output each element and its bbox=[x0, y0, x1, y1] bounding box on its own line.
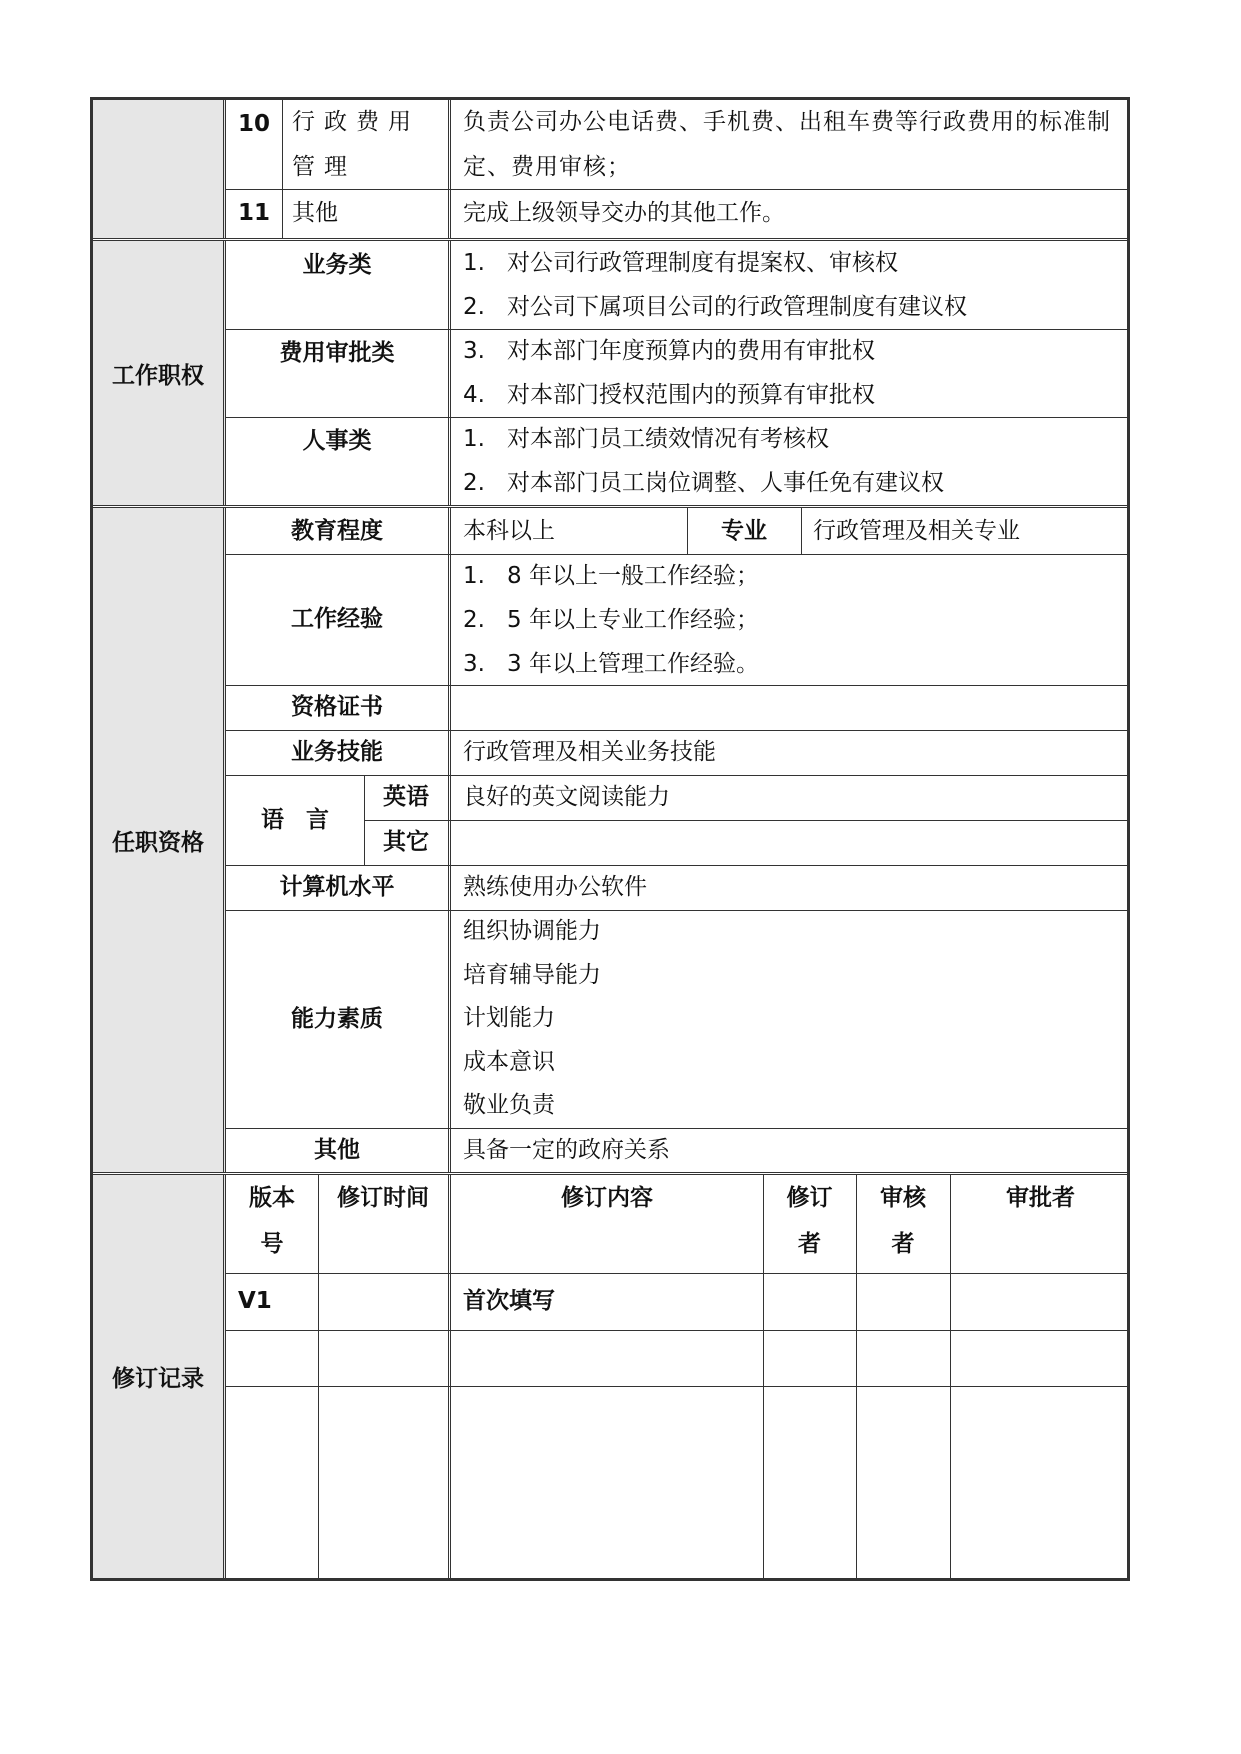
experience-item: 1. 8 年以上一般工作经验； bbox=[463, 563, 759, 589]
other-language-label: 其它 bbox=[383, 829, 429, 855]
authority-label: 工作职权 bbox=[93, 241, 226, 505]
header-version: 版本号 bbox=[249, 1185, 295, 1257]
row-reviser bbox=[763, 1330, 856, 1386]
qualification-section bbox=[93, 508, 1127, 1172]
abilities-items bbox=[451, 910, 1131, 1128]
other-language-value bbox=[451, 820, 1131, 865]
experience-item: 2. 5 年以上专业工作经验； bbox=[463, 607, 759, 633]
row-version bbox=[226, 1386, 318, 1442]
education-label: 教育程度 bbox=[291, 518, 383, 544]
authority-section bbox=[93, 241, 1127, 505]
row-checker bbox=[856, 1386, 950, 1442]
row-checker bbox=[856, 1330, 950, 1386]
row-time bbox=[318, 1330, 448, 1386]
authority-item: 1. 对公司行政管理制度有提案权、审核权 bbox=[463, 250, 898, 276]
row-content bbox=[451, 1330, 763, 1386]
duty-number: 10 bbox=[237, 111, 270, 137]
duty-description: 负责公司办公电话费、手机费、出租车费等行政费用的标准制定、费用审核； bbox=[463, 109, 1111, 180]
ability-item: 敬业负责 bbox=[463, 1092, 555, 1119]
authority-item: 4. 对本部门授权范围内的预算有审批权 bbox=[463, 382, 875, 408]
education-value: 本科以上 bbox=[463, 518, 555, 544]
row-content: 首次填写 bbox=[463, 1288, 555, 1314]
row-reviser bbox=[763, 1386, 856, 1442]
authority-item: 2. 对公司下属项目公司的行政管理制度有建议权 bbox=[463, 294, 967, 320]
row-content bbox=[451, 1386, 763, 1442]
header-reviser: 修订者 bbox=[786, 1185, 833, 1257]
certificate-value bbox=[451, 685, 1131, 730]
duty-item: 行政费用管理 bbox=[292, 109, 420, 180]
duty-number: 11 bbox=[237, 200, 270, 226]
skills-label: 业务技能 bbox=[291, 739, 383, 765]
authority-item: 1. 对本部门员工绩效情况有考核权 bbox=[463, 426, 829, 452]
abilities-label: 能力素质 bbox=[291, 1006, 383, 1032]
ability-item: 成本意识 bbox=[463, 1048, 555, 1075]
authority-item: 3. 对本部门年度预算内的费用有审批权 bbox=[463, 338, 875, 364]
certificate-label: 资格证书 bbox=[291, 694, 383, 720]
authority-group-name: 业务类 bbox=[302, 252, 372, 278]
ability-item: 培育辅导能力 bbox=[463, 961, 601, 988]
authority-group-items bbox=[451, 241, 1131, 329]
authority-item: 2. 对本部门员工岗位调整、人事任免有建议权 bbox=[463, 470, 944, 496]
header-time: 修订时间 bbox=[337, 1185, 429, 1211]
row-approver bbox=[950, 1386, 1131, 1442]
experience-item: 3. 3 年以上管理工作经验。 bbox=[463, 651, 759, 677]
header-approver: 审批者 bbox=[1006, 1185, 1075, 1211]
skills-value: 行政管理及相关业务技能 bbox=[463, 739, 716, 765]
ability-item: 组织协调能力 bbox=[463, 918, 601, 944]
computer-label: 计算机水平 bbox=[279, 874, 395, 900]
row-time bbox=[318, 1273, 448, 1330]
authority-group-name: 费用审批类 bbox=[279, 340, 395, 366]
row-approver bbox=[950, 1330, 1131, 1386]
major-value: 行政管理及相关专业 bbox=[813, 518, 1020, 544]
revision-section bbox=[93, 1175, 1127, 1578]
experience-items bbox=[451, 554, 1131, 685]
authority-group-items bbox=[451, 417, 1131, 505]
english-value: 良好的英文阅读能力 bbox=[463, 784, 670, 810]
header-checker: 审核者 bbox=[880, 1185, 926, 1257]
row-approver bbox=[950, 1273, 1131, 1330]
row-checker bbox=[856, 1273, 950, 1330]
language-label: 语言 bbox=[261, 807, 351, 833]
row-reviser bbox=[763, 1273, 856, 1330]
computer-value: 熟练使用办公软件 bbox=[463, 874, 647, 900]
ability-item: 计划能力 bbox=[463, 1005, 555, 1032]
experience-label: 工作经验 bbox=[291, 606, 383, 632]
other-value: 具备一定的政府关系 bbox=[463, 1137, 670, 1163]
duty-item: 其他 bbox=[292, 200, 338, 226]
duty-description: 完成上级领导交办的其他工作。 bbox=[463, 200, 785, 226]
english-label: 英语 bbox=[383, 784, 429, 810]
header-content: 修订内容 bbox=[561, 1185, 653, 1211]
job-description-table bbox=[90, 97, 1130, 1581]
revision-label: 修订记录 bbox=[93, 1175, 226, 1578]
duties-label-cell bbox=[93, 100, 226, 238]
row-version: V1 bbox=[238, 1288, 272, 1314]
authority-group-items bbox=[451, 329, 1131, 417]
authority-group-name: 人事类 bbox=[302, 428, 372, 454]
row-time bbox=[318, 1386, 448, 1442]
row-version bbox=[226, 1330, 318, 1386]
major-label: 专业 bbox=[721, 518, 767, 544]
other-label: 其他 bbox=[314, 1137, 360, 1163]
qualification-label: 任职资格 bbox=[93, 508, 226, 1172]
duties-section bbox=[93, 100, 1127, 238]
